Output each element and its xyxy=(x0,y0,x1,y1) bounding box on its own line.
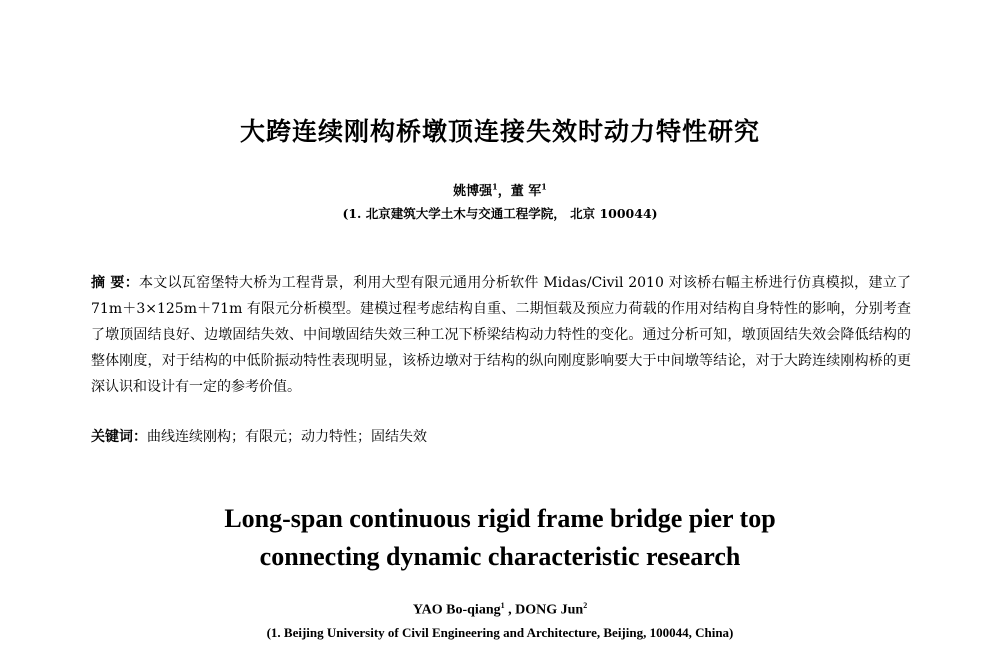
chinese-authors xyxy=(0,180,1000,199)
english-title-line: connecting dynamic characteristic research xyxy=(259,542,741,571)
author-name: YAO Bo-qiang xyxy=(412,602,501,618)
author-affiliation-mark: 1 xyxy=(492,181,498,192)
author-affiliation-mark: 2 xyxy=(583,601,588,610)
author-name: 姚博强 xyxy=(453,184,493,199)
keywords-body: 曲线连续刚构；有限元；动力特性；固结失效 xyxy=(147,429,427,445)
english-title-line: Long-span continuous rigid frame bridge pier top xyxy=(224,504,776,533)
abstract-label: 摘 要： xyxy=(91,275,139,291)
keywords-label: 关键词： xyxy=(91,429,147,445)
author-separator: , xyxy=(504,602,516,618)
english-title xyxy=(0,500,1000,576)
author-affiliation-mark: 1 xyxy=(500,601,505,610)
chinese-affiliation: (1. 北京建筑大学土木与交通工程学院， 北京 100044) xyxy=(342,206,658,221)
chinese-keywords xyxy=(91,426,911,448)
author-name: 董 军 xyxy=(510,184,542,199)
english-affiliation: (1. Beijing University of Civil Engineering and Architecture, Beijing, 100044, China) xyxy=(266,625,734,640)
author-affiliation-mark: 1 xyxy=(541,181,547,192)
abstract-body: 本文以瓦窑堡特大桥为工程背景，利用大型有限元通用分析软件 Midas/Civil 2010 对该桥右幅主桥进行仿真模拟，建立了 71m＋3×125m＋71m 有限元分析模型。建模过程考虑结构自重、二期恒载及预应力荷载的作用对结构自身特性的影响，分别考查了墩顶固结良好、边墩固结失效、中间墩固结失效三种工况下桥梁结构动力特性的变化。通过分析可知，墩顶固结失效会降低结构的整体刚度，对于结构的中低阶振动特性表现明显，该桥边墩对于结构的纵向刚度影响要大于中间墩等结论，对于大跨连续刚构桥的更深认识和设计有一定的参考价值。 xyxy=(91,275,911,395)
chinese-abstract xyxy=(91,270,911,400)
english-authors xyxy=(0,601,1000,619)
chinese-title: 大跨连续刚构桥墩顶连接失效时动力特性研究 xyxy=(239,117,760,146)
author-separator: ， xyxy=(497,184,511,199)
author-name: DONG Jun xyxy=(515,602,584,618)
